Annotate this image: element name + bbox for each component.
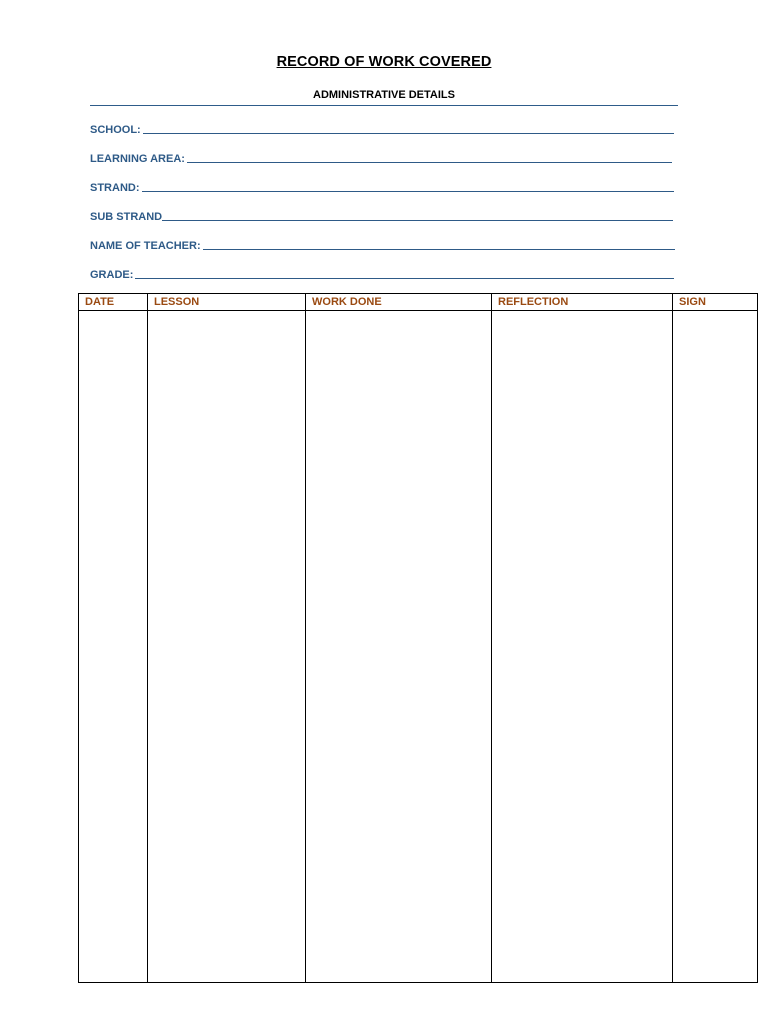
school-label: SCHOOL: [90,124,141,136]
strand-label: STRAND: [90,182,140,194]
column-header-work-done: WORK DONE [306,294,492,311]
column-header-date: DATE [79,294,148,311]
record-table [78,293,758,983]
document-title: RECORD OF WORK COVERED [276,54,492,70]
table-header-row [79,294,758,311]
strand-field[interactable] [90,178,674,194]
teacher-name-field[interactable] [90,236,675,252]
school-field[interactable] [90,120,674,136]
learning-area-input-line[interactable] [187,161,672,163]
work-done-cell[interactable] [306,311,492,983]
column-header-sign: SIGN [673,294,758,311]
teacher-name-input-line[interactable] [203,248,675,250]
learning-area-field[interactable] [90,149,672,165]
sub-strand-field[interactable] [90,207,673,223]
date-cell[interactable] [79,311,148,983]
reflection-cell[interactable] [492,311,673,983]
sub-strand-input-line[interactable] [162,219,673,221]
sign-cell[interactable] [673,311,758,983]
sub-strand-label: SUB STRAND [90,211,163,223]
school-input-line[interactable] [143,132,674,134]
teacher-name-label: NAME OF TEACHER: [90,240,201,252]
lesson-cell[interactable] [148,311,306,983]
learning-area-label: LEARNING AREA: [90,153,185,165]
column-header-lesson: LESSON [148,294,306,311]
grade-input-line[interactable] [135,277,674,279]
grade-label: GRADE: [90,269,134,281]
grade-field[interactable] [90,265,674,281]
table-row [79,311,758,983]
column-header-reflection: REFLECTION [492,294,673,311]
strand-input-line[interactable] [142,190,675,192]
divider-rule [90,105,678,106]
document-subtitle: ADMINISTRATIVE DETAILS [313,89,455,101]
